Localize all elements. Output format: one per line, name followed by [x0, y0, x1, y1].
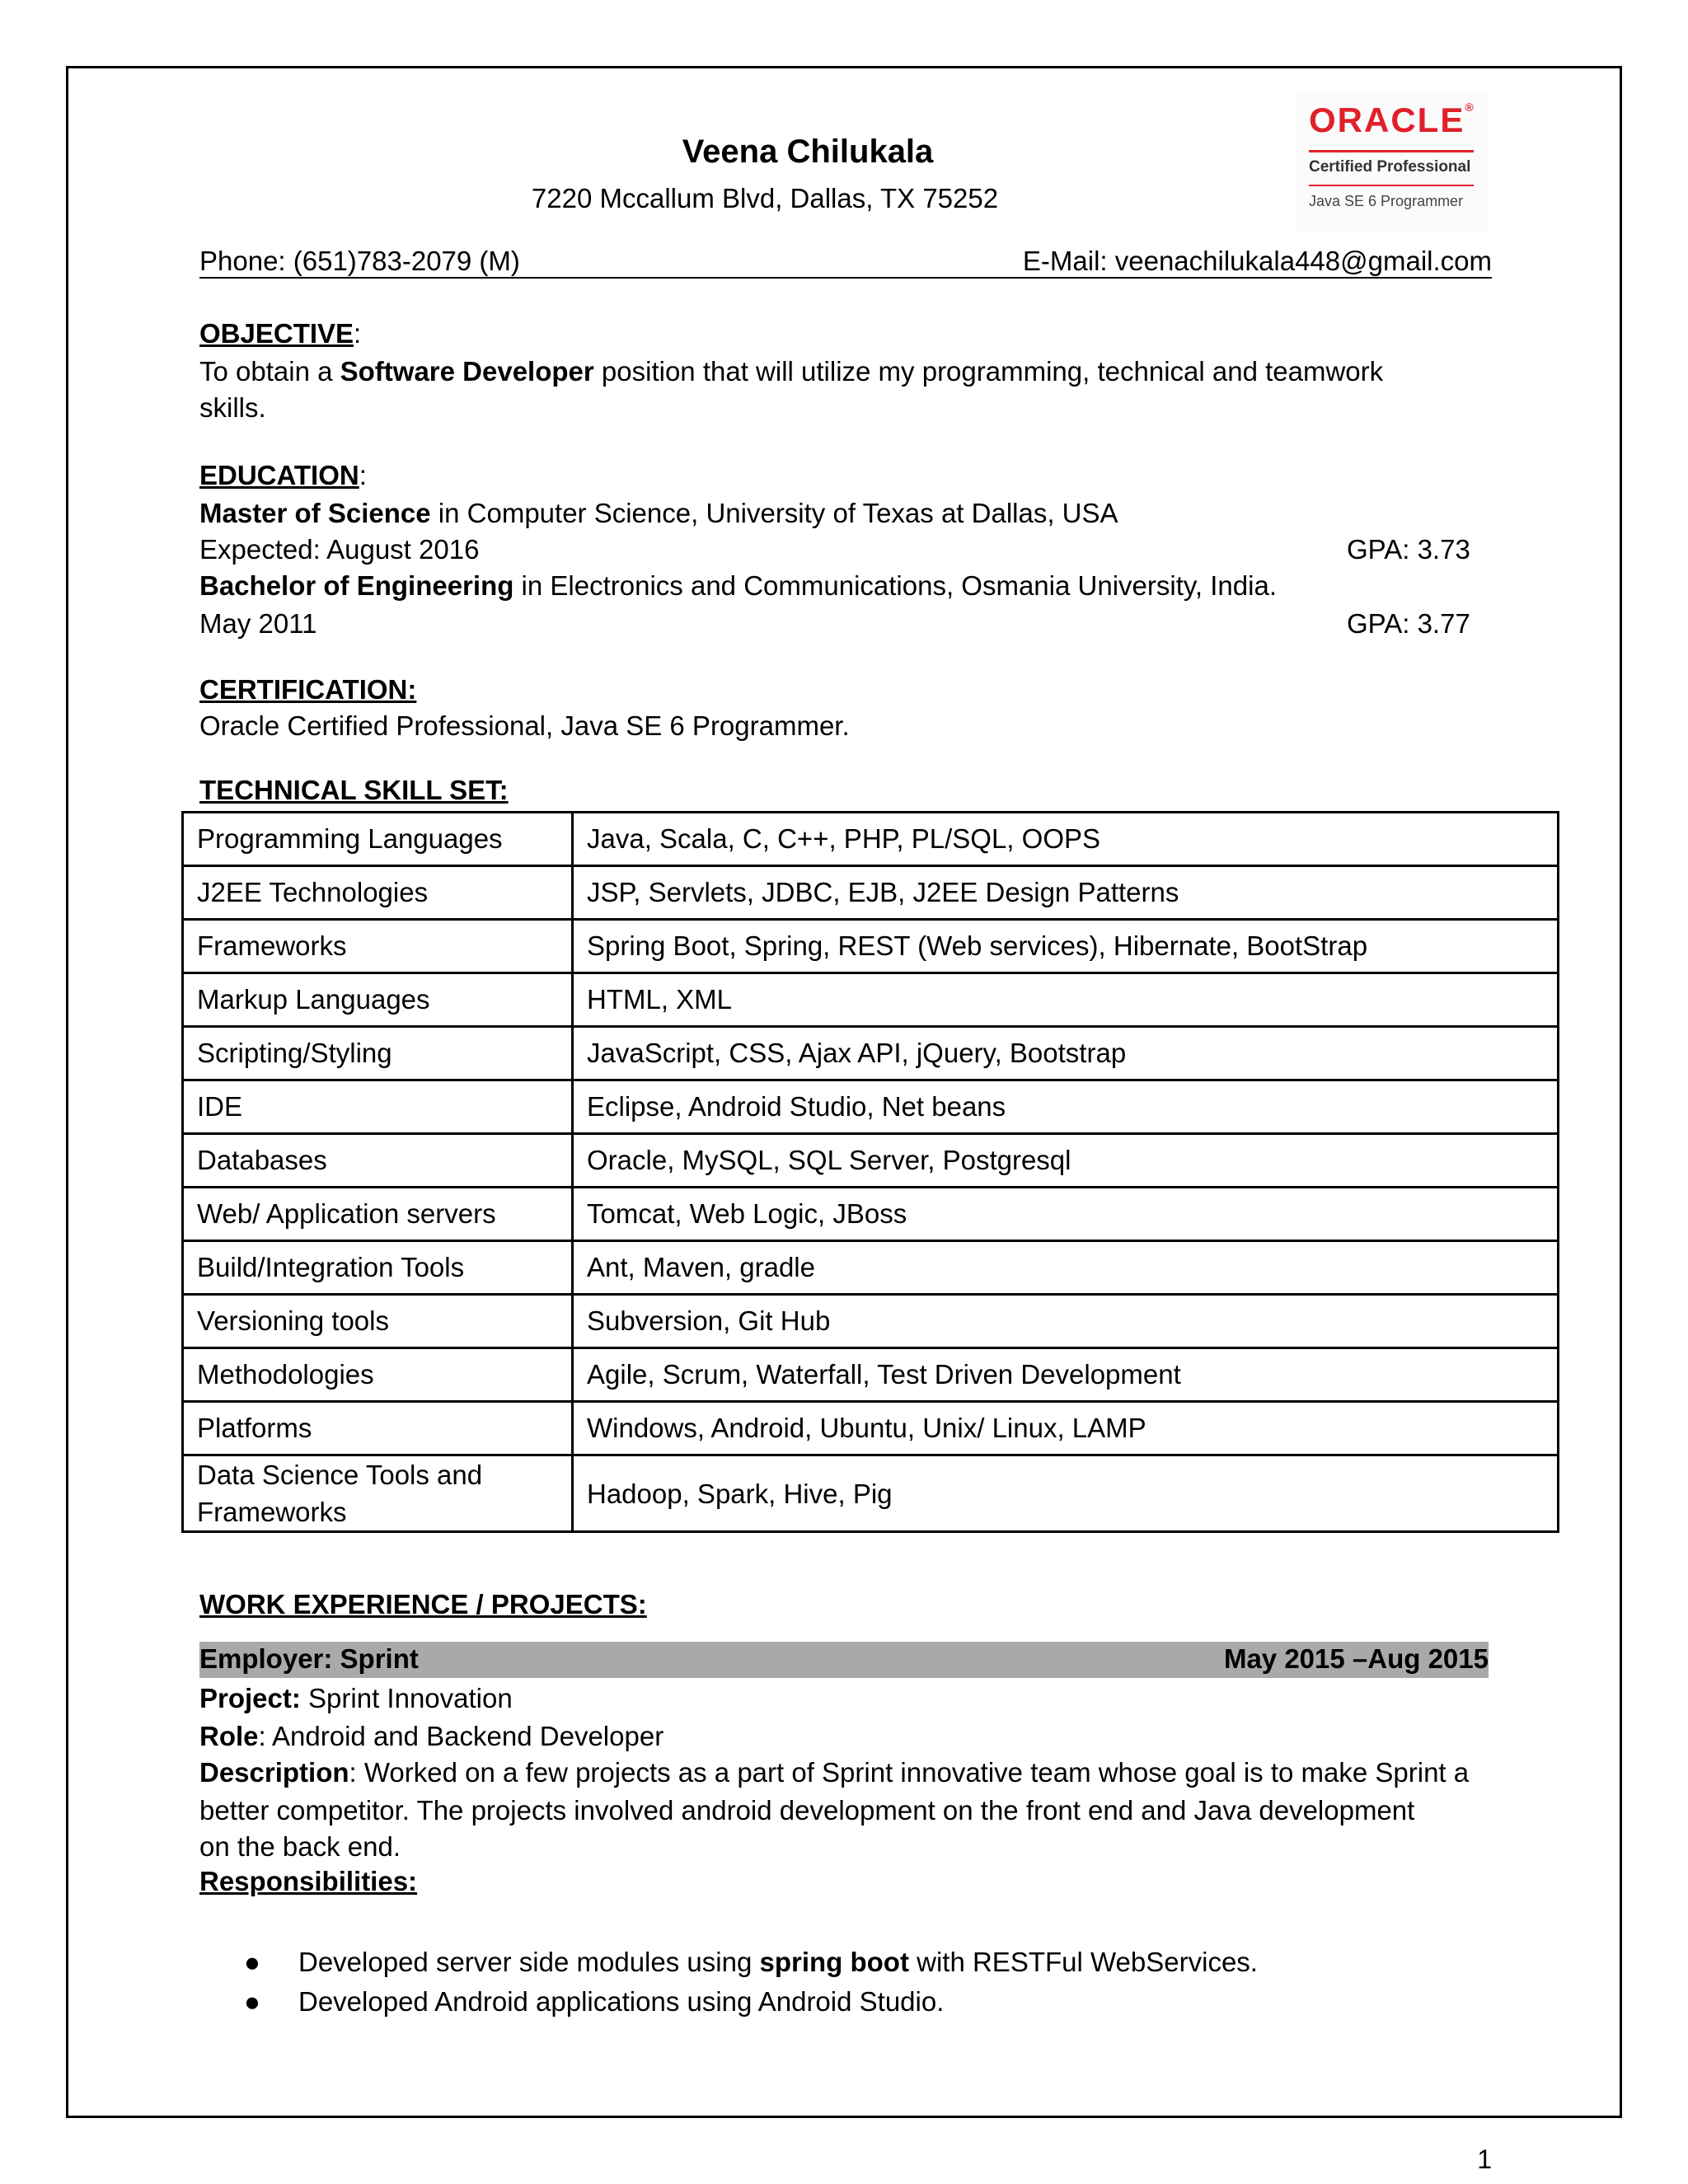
- education-heading: EDUCATION:: [199, 460, 367, 490]
- table-row: [183, 1402, 1559, 1455]
- page-number: 1: [1477, 2144, 1492, 2174]
- skill-category: Frameworks: [183, 920, 573, 973]
- be-degree: Bachelor of Engineering in Electronics and Communications, Osmania University, India.: [199, 570, 1277, 601]
- contact-line: [199, 246, 1492, 279]
- skills-table: [181, 811, 1559, 1533]
- skill-category: Build/Integration Tools: [183, 1241, 573, 1295]
- table-row: [183, 1027, 1559, 1080]
- skills-heading: TECHNICAL SKILL SET:: [199, 775, 509, 805]
- skill-category: Methodologies: [183, 1348, 573, 1402]
- skill-value: Ant, Maven, gradle: [573, 1241, 1559, 1295]
- logo-line2: Java SE 6 Programmer: [1309, 193, 1464, 209]
- description-line1: Description: Worked on a few projects as a part of Sprint innovative team whose goal is to make Sprint a: [199, 1757, 1470, 1788]
- phone: Phone: (651)783-2079 (M): [199, 246, 520, 276]
- skill-category: Versioning tools: [183, 1295, 573, 1348]
- list-item: Developed server side modules using spring boot with RESTFul WebServices.: [298, 1947, 1258, 1977]
- objective-text-line2: skills.: [199, 392, 266, 423]
- employer-bar: [199, 1642, 1489, 1678]
- table-row: [183, 866, 1559, 920]
- skill-category: Markup Languages: [183, 973, 573, 1027]
- project-line: Project: Sprint Innovation: [199, 1683, 513, 1713]
- work-heading: WORK EXPERIENCE / PROJECTS:: [199, 1589, 647, 1619]
- email: E-Mail: veenachilukala448@gmail.com: [1022, 246, 1492, 276]
- skill-category: Platforms: [183, 1402, 573, 1455]
- table-row: [183, 1188, 1559, 1241]
- skill-value: Hadoop, Spark, Hive, Pig: [573, 1455, 1559, 1532]
- table-row: [183, 1080, 1559, 1134]
- skill-value: JSP, Servlets, JDBC, EJB, J2EE Design Patterns: [573, 866, 1559, 920]
- certification-heading: CERTIFICATION:: [199, 674, 417, 705]
- certification-text: Oracle Certified Professional, Java SE 6 Programmer.: [199, 710, 850, 741]
- table-row: [183, 920, 1559, 973]
- description-line3: on the back end.: [199, 1831, 401, 1862]
- candidate-name: Veena Chilukala: [682, 134, 934, 170]
- table-row: [183, 1348, 1559, 1402]
- skill-value: Subversion, Git Hub: [573, 1295, 1559, 1348]
- description-line2: better competitor. The projects involved android development on the front end and Java development: [199, 1795, 1415, 1825]
- objective-heading: OBJECTIVE:: [199, 318, 362, 349]
- objective-text: To obtain a Software Developer position that will utilize my programming, technical and teamwork: [199, 356, 1384, 387]
- responsibilities-heading: Responsibilities:: [199, 1866, 418, 1896]
- role-line: Role: Android and Backend Developer: [199, 1721, 664, 1751]
- list-item: Developed Android applications using Android Studio.: [298, 1986, 945, 2017]
- skill-category: J2EE Technologies: [183, 866, 573, 920]
- skill-value: Eclipse, Android Studio, Net beans: [573, 1080, 1559, 1134]
- skill-category: Web/ Application servers: [183, 1188, 573, 1241]
- skill-value: JavaScript, CSS, Ajax API, jQuery, Bootstrap: [573, 1027, 1559, 1080]
- logo-line1: Certified Professional: [1309, 158, 1471, 176]
- bullet-icon: ●: [244, 1986, 260, 2017]
- be-gpa: GPA: 3.77: [1347, 608, 1470, 639]
- table-row: [183, 1241, 1559, 1295]
- skill-value: Agile, Scrum, Waterfall, Test Driven Development: [573, 1348, 1559, 1402]
- table-row: [183, 813, 1559, 866]
- skill-value: Oracle, MySQL, SQL Server, Postgresql: [573, 1134, 1559, 1188]
- skill-category: Databases: [183, 1134, 573, 1188]
- skill-value: Tomcat, Web Logic, JBoss: [573, 1188, 1559, 1241]
- be-date: May 2011: [199, 608, 317, 639]
- ms-date: Expected: August 2016: [199, 534, 480, 565]
- bullet-icon: ●: [244, 1947, 260, 1977]
- skill-category: Data Science Tools and Frameworks: [183, 1455, 573, 1532]
- logo-brand: ORACLE®: [1309, 101, 1475, 139]
- ms-gpa: GPA: 3.73: [1347, 534, 1470, 565]
- table-row: [183, 1134, 1559, 1188]
- skill-category: Scripting/Styling: [183, 1027, 573, 1080]
- employment-dates: May 2015 –Aug 2015: [1223, 1643, 1489, 1674]
- employer: Employer: Sprint: [199, 1643, 419, 1674]
- table-row: [183, 1295, 1559, 1348]
- skill-category: IDE: [183, 1080, 573, 1134]
- table-row: [183, 973, 1559, 1027]
- skill-value: Java, Scala, C, C++, PHP, PL/SQL, OOPS: [573, 813, 1559, 866]
- skill-value: Windows, Android, Ubuntu, Unix/ Linux, LAMP: [573, 1402, 1559, 1455]
- table-row: [183, 1455, 1559, 1532]
- skill-value: Spring Boot, Spring, REST (Web services), Hibernate, BootStrap: [573, 920, 1559, 973]
- skill-category: Programming Languages: [183, 813, 573, 866]
- address: 7220 Mccallum Blvd, Dallas, TX 75252: [531, 183, 999, 213]
- ms-degree: Master of Science in Computer Science, University of Texas at Dallas, USA: [199, 498, 1118, 528]
- skill-value: HTML, XML: [573, 973, 1559, 1027]
